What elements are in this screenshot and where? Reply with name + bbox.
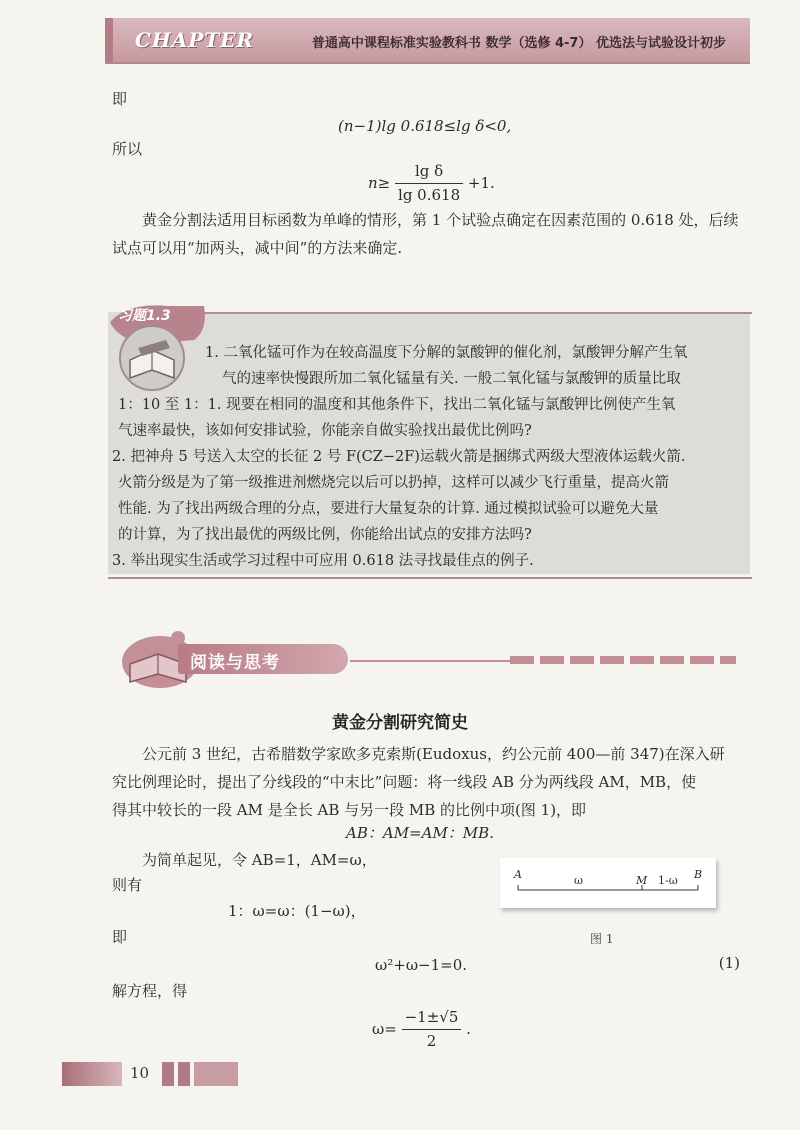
solution-end: . <box>466 1019 471 1038</box>
exercise-line-1: 1. 二氧化锰可作为在较高温度下分解的氯酸钾的催化剂，氯酸钾分解产生氧 <box>205 345 688 361</box>
solution-fraction <box>402 1006 462 1054</box>
solution-equation <box>372 1006 471 1054</box>
article-para-line-2: 究比例理论时，提出了分线段的“中末比”问题：将一线段 AB 分为两线段 AM，MB，使 <box>112 773 697 791</box>
figure-1 <box>500 858 716 908</box>
ineq2-fraction <box>395 160 463 208</box>
page-number: 10 <box>130 1064 150 1082</box>
text-ji: 即 <box>112 90 128 108</box>
ineq2-numerator: lg δ <box>395 160 463 184</box>
banner-dash <box>600 656 624 664</box>
text-jie: 解方程，得 <box>112 982 188 1000</box>
article-title: 黄金分割研究简史 <box>332 713 468 733</box>
exercise-line-2: 气的速率快慢跟所加二氧化锰量有关. 一般二氧化锰与氯酸钾的质量比取 <box>222 371 681 387</box>
banner-rule <box>350 660 510 662</box>
chapter-label: CHAPTER <box>135 28 255 52</box>
ineq2-denominator: lg 0.618 <box>398 186 461 205</box>
omega-proportion: 1：ω=ω：(1−ω)， <box>228 902 366 920</box>
footer-bar-block <box>162 1062 174 1086</box>
ineq2-rhs: +1. <box>467 173 495 192</box>
quadratic-equation: ω²+ω−1=0. <box>375 956 468 974</box>
banner-dash <box>660 656 684 664</box>
exercise-line-4: 气速率最快，该如何安排试验，你能亲自做实验找出最优比例吗? <box>118 423 532 439</box>
exercise-line-7: 性能. 为了找出两级合理的分点，要进行大量复杂的计算. 通过模拟试验可以避免大量 <box>118 501 659 517</box>
banner-dash <box>630 656 654 664</box>
text-ji-2: 即 <box>112 928 128 946</box>
exercise-top-rule <box>200 312 752 314</box>
text-suoyi: 所以 <box>112 140 143 158</box>
equation-number: (1) <box>718 954 740 972</box>
reading-banner-title: 阅读与思考 <box>190 653 280 673</box>
footer-bar-left <box>62 1062 122 1086</box>
fig-label-omega: ω <box>574 874 583 887</box>
exercise-bottom-rule <box>108 577 752 579</box>
banner-dash <box>510 656 534 664</box>
ratio-equation: AB：AM=AM：MB. <box>346 824 494 842</box>
fig-label-a: A <box>514 868 522 881</box>
exercise-badge-label: 习题1.3 <box>118 308 171 324</box>
header-accent-bar <box>105 18 113 62</box>
banner-dash <box>690 656 714 664</box>
fig-label-b: B <box>694 868 703 881</box>
footer-bar-right <box>194 1062 238 1086</box>
exercise-line-9: 3. 举出现实生活或学习过程中可应用 0.618 法寻找最佳点的例子. <box>112 553 534 569</box>
solution-lhs: ω= <box>372 1019 397 1038</box>
article-para-line-3: 得其中较长的一段 AM 是全长 AB 与另一段 MB 的比例中项(图 1)，即 <box>112 801 587 819</box>
solution-denominator: 2 <box>426 1032 437 1051</box>
fig-label-m: M <box>636 874 648 887</box>
figure-caption: 图 1 <box>590 932 614 946</box>
exercise-line-5: 2. 把神舟 5 号送入太空的长征 2 号 F(CZ−2F)运载火箭是捆绑式两级大型液体运载火箭. <box>112 449 686 465</box>
article-para-line-1: 公元前 3 世纪，古希腊数学家欧多克索斯(Eudoxus，约公元前 400—前 347)在深入研 <box>142 745 725 763</box>
book-title: 普通高中课程标准实验教科书 数学（选修 4-7） 优选法与试验设计初步 <box>311 36 726 51</box>
banner-dash <box>540 656 564 664</box>
banner-dash <box>720 656 736 664</box>
exercise-line-6: 火箭分级是为了第一级推进剂燃烧完以后可以扔掉，这样可以减少飞行重量，提高火箭 <box>118 475 669 491</box>
exercise-line-3: 1：10 至 1：1. 现要在相同的温度和其他条件下，找出二氧化锰与氯酸钾比例使产生氧 <box>118 397 676 413</box>
fig-label-one-minus-omega: 1-ω <box>658 874 678 887</box>
inequality-1: (n−1)lg 0.618≤lg δ<0, <box>338 117 512 135</box>
article-para-simplify: 为简单起见，令 AB=1，AM=ω， <box>142 851 377 869</box>
paragraph-golden-section-method: 黄金分割法适用目标函数为单峰的情形，第 1 个试验点确定在因素范围的 0.618 处，后续试点可以用“加两头，减中间”的方法来确定. <box>112 211 739 257</box>
banner-dash <box>570 656 594 664</box>
chapter-header <box>105 18 750 64</box>
ineq2-lhs: n≥ <box>368 173 391 192</box>
inequality-2 <box>368 160 495 208</box>
solution-numerator: −1±√5 <box>402 1006 462 1030</box>
text-zeyou: 则有 <box>112 876 143 894</box>
footer-bar-block <box>178 1062 190 1086</box>
segment-diagram <box>500 858 716 908</box>
exercise-line-8: 的计算，为了找出最优的两级比例，你能给出试点的安排方法吗? <box>118 527 532 543</box>
